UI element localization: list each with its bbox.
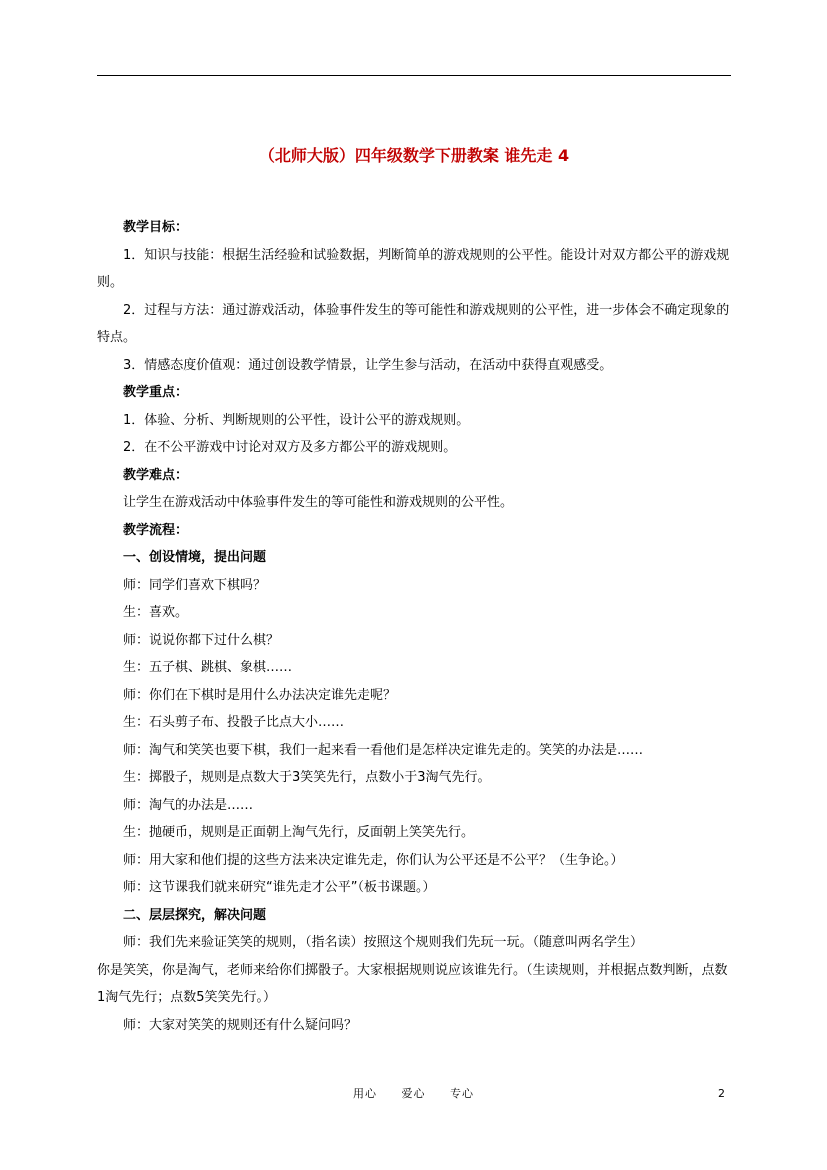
- dialogue-line: 师：我们先来验证笑笑的规则，（指名读）按照这个规则我们先玩一玩。（随意叫两名学生）: [123, 935, 644, 950]
- document-body: [97, 214, 731, 1039]
- section-heading-key-points: 教学重点：: [123, 385, 189, 400]
- dialogue-line: 师：同学们喜欢下棋吗？: [123, 577, 267, 593]
- page-footer: [0, 1086, 827, 1102]
- section-heading-part-one: 一、创设情境，提出问题: [123, 550, 267, 565]
- dialogue-line: 你是笑笑，你是淘气，老师来给你们掷骰子。大家根据规则说应该谁先行。（生读规则，并根据点数判断，点数1淘气先行；点数5笑笑先行。）: [97, 962, 728, 1005]
- dialogue-line: 师：这节课我们就来研究“谁先走才公平”（板书课题。）: [123, 880, 436, 895]
- page-number: 2: [718, 1087, 725, 1100]
- dialogue-line: 师：你们在下棋时是用什么办法决定谁先走呢？: [123, 687, 397, 703]
- dialogue-line: 生：石头剪子布、投骰子比点大小……: [123, 715, 345, 730]
- footer-motto: [0, 1086, 827, 1102]
- dialogue-line: 师：说说你都下过什么棋？: [123, 632, 280, 648]
- footer-motto-word: 专心: [450, 1087, 474, 1100]
- document-title: （北师大版）四年级数学下册教案 谁先走 4: [258, 146, 570, 165]
- dialogue-line: 师：淘气和笑笑也要下棋，我们一起来看一看他们是怎样决定谁先走的。笑笑的办法是……: [123, 742, 644, 758]
- paragraph: 1．体验、分析、判断规则的公平性，设计公平的游戏规则。: [123, 412, 470, 428]
- section-heading-part-two: 二、层层探究，解决问题: [123, 907, 267, 923]
- paragraph: 1．知识与技能：根据生活经验和试验数据，判断简单的游戏规则的公平性。能设计对双方都公平的游戏规则。: [97, 247, 730, 290]
- footer-motto-word: 用心: [353, 1087, 377, 1100]
- section-heading-process: 教学流程：: [123, 522, 189, 538]
- paragraph: 2．在不公平游戏中讨论对双方及多方都公平的游戏规则。: [123, 440, 457, 455]
- dialogue-line: 生：五子棋、跳棋、象棋……: [123, 660, 293, 675]
- footer-motto-word: 爱心: [401, 1087, 426, 1100]
- section-heading-difficulties: 教学难点：: [123, 467, 189, 483]
- dialogue-line: 师：淘气的办法是……: [123, 797, 254, 813]
- paragraph: 2．过程与方法：通过游戏活动，体验事件发生的等可能性和游戏规则的公平性，进一步体会不确定现象的特点。: [97, 302, 730, 345]
- dialogue-line: 师：用大家和他们提的这些方法来决定谁先走，你们认为公平还是不公平？（生争论。）: [123, 852, 624, 868]
- section-heading-objectives: 教学目标：: [123, 220, 189, 235]
- dialogue-line: 生：喜欢。: [123, 605, 189, 620]
- dialogue-line: 生：掷骰子，规则是点数大于3笑笑先行，点数小于3淘气先行。: [123, 770, 491, 785]
- dialogue-line: 生：抛硬币，规则是正面朝上淘气先行，反面朝上笑笑先行。: [123, 825, 475, 840]
- paragraph: 3．情感态度价值观：通过创设教学情景，让学生参与活动，在活动中获得直观感受。: [123, 357, 613, 373]
- paragraph: 让学生在游戏活动中体验事件发生的等可能性和游戏规则的公平性。: [123, 495, 514, 510]
- header-rule: [97, 75, 731, 76]
- dialogue-line: 师：大家对笑笑的规则还有什么疑问吗？: [123, 1017, 358, 1033]
